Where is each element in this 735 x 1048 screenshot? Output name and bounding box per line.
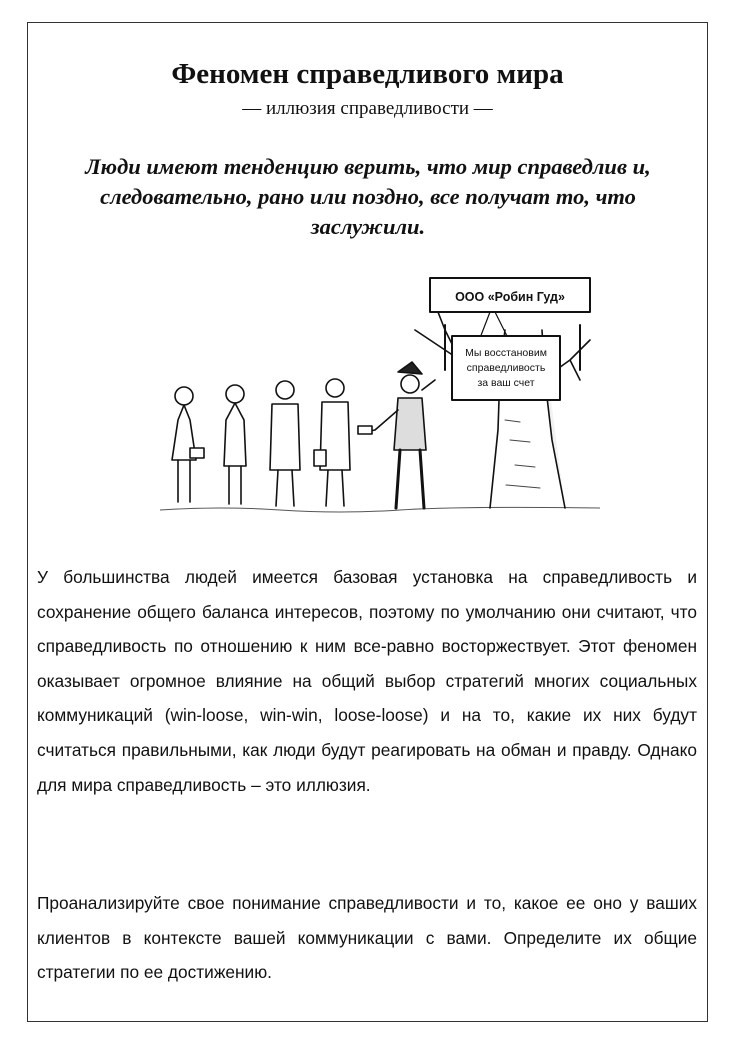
body-paragraph: У большинства людей имеется базовая установка на справедливость и сохранение общего баланса интересов, поэтому по умолчанию они считают, что справедливость по отношению к ним все-равно восторжествует. Этот феномен оказывает огромное влияние на общий выбор стратегий многих социальных коммуникаций (win-loose, win-win, loose-loose) и на то, какие их них будут считаться правильными, как люди будут реагировать на обман и правду. Однако для мира справедливость – это иллюзия.	[37, 567, 697, 795]
sign-bottom-line: Мы восстановим	[465, 347, 547, 359]
robin-hood-cartoon	[160, 270, 600, 522]
sign-top-text: ООО «Робин Гуд»	[455, 290, 565, 304]
sign-bottom-line: за ваш счет	[477, 377, 535, 389]
page-title: Феномен справедливого мира	[171, 58, 564, 90]
sign-bottom-line: справедливость	[466, 362, 546, 374]
lead-statement: Люди имеют тенденцию верить, что мир справедлив и, следовательно, рано или поздно, все получат то, что заслужили.	[85, 154, 651, 239]
task-paragraph: Проанализируйте свое понимание справедливости и то, какое ее оно у ваших клиентов в контексте вашей коммуникации с вами. Определите их общие стратегии по ее достижению.	[37, 893, 697, 983]
queue-people	[172, 379, 350, 506]
page-subtitle: — иллюзия справедливости —	[242, 98, 493, 119]
robin-hood-figure	[358, 362, 435, 508]
